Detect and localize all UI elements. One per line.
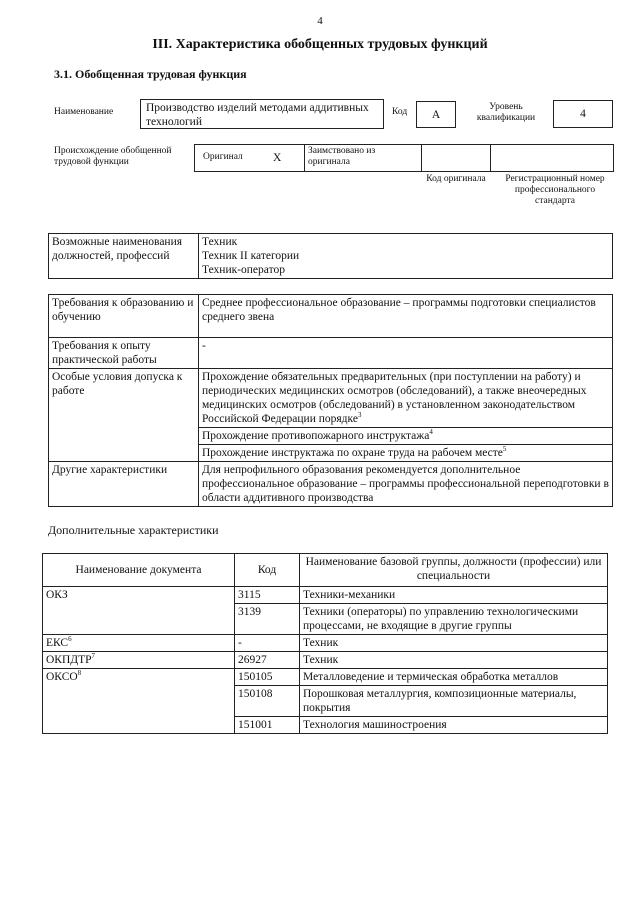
special-condition-safety-text: Прохождение инструктажа по охране труда на рабочем месте (202, 447, 503, 459)
okso-name: Технология машиностроения (300, 717, 608, 734)
special-condition-safety (199, 445, 613, 462)
footnote-ref: 6 (68, 635, 72, 644)
special-condition-medical-text: Прохождение обязательных предварительных (при поступлении на работу) и периодических медицинских осмотров (обследований), а также внеочередных медицинских осмотров (обследований) в установленном законодательством Российской Федерации порядке (202, 371, 587, 425)
okso-name: Порошковая металлургия, композиционные материалы, покрытия (300, 686, 608, 717)
education-label: Требования к образованию и обучению (49, 295, 199, 338)
experience-label: Требования к опыту практической работы (49, 338, 199, 369)
okso-label (43, 669, 235, 734)
code-box (416, 101, 456, 128)
level-value: 4 (580, 108, 586, 120)
okpdtr-code: 26927 (235, 652, 300, 669)
origin-divider-3 (490, 144, 491, 172)
additional-title: Дополнительные характеристики (48, 523, 219, 537)
other-label: Другие характеристики (49, 462, 199, 507)
footnote-ref: 7 (91, 652, 96, 661)
page-number: 4 (317, 15, 323, 27)
original-label: Оригинал (203, 152, 243, 162)
original-mark: Х (273, 152, 282, 164)
okpdtr-label (43, 652, 235, 669)
okso-text: ОКСО (46, 671, 78, 683)
origin-divider-1 (304, 144, 305, 172)
col-code-header: Код (235, 554, 300, 587)
code-value: А (431, 109, 441, 121)
okz-code: 3115 (235, 587, 300, 604)
footnote-ref: 5 (502, 445, 507, 454)
footnote-ref: 3 (357, 411, 362, 420)
okz-code: 3139 (235, 604, 300, 635)
name-label: Наименование (54, 107, 114, 117)
eks-code: - (235, 635, 300, 652)
level-box (553, 100, 613, 128)
other-value: Для непрофильного образования рекомендуется дополнительное профессиональное образование – программы профессиональной переподготовки в области аддитивного производства (199, 462, 613, 507)
okso-code: 150108 (235, 686, 300, 717)
code-label: Код (392, 107, 408, 117)
position-item: Техник II категории (202, 250, 300, 262)
footnote-ref: 4 (429, 428, 433, 437)
function-name: Производство изделий методами аддитивных технологий (146, 102, 369, 128)
section-title: III. Характеристика обобщенных трудовых функций (152, 37, 488, 52)
experience-value: - (199, 338, 613, 369)
okpdtr-text: ОКПДТР (46, 654, 92, 666)
additional-table (42, 553, 608, 734)
okz-name: Техники-механики (300, 587, 608, 604)
okz-name: Техники (операторы) по управлению технологическими процессами, не входящие в другие группы (300, 604, 608, 635)
position-item: Техник-оператор (202, 264, 285, 276)
special-condition-fire (199, 428, 613, 445)
special-condition-medical (199, 369, 613, 428)
col-doc-header: Наименование документа (43, 554, 235, 587)
footnote-ref: 8 (77, 669, 82, 678)
borrowed-label: Заимствовано из оригинала (308, 146, 376, 167)
okso-code: 151001 (235, 717, 300, 734)
eks-name: Техник (300, 635, 608, 652)
origin-divider-2 (421, 144, 422, 172)
education-value: Среднее профессиональное образование – программы подготовки специалистов среднего звена (199, 295, 613, 338)
position-item: Техник (202, 236, 238, 248)
code-original-label: Код оригинала (426, 174, 486, 184)
okso-name: Металловедение и термическая обработка металлов (300, 669, 608, 686)
eks-text: ЕКС (46, 637, 69, 649)
requirements-table (48, 294, 613, 507)
level-label: Уровень квалификации (476, 102, 536, 123)
reg-number-label: Регистрационный номер профессионального стандарта (505, 174, 605, 206)
function-name-box (140, 99, 384, 129)
eks-label (43, 635, 235, 652)
origin-label: Происхождение обобщенной трудовой функции (54, 146, 172, 167)
positions-values (199, 234, 613, 279)
special-conditions-label: Особые условия допуска к работе (49, 369, 199, 462)
col-name-header: Наименование базовой группы, должности (профессии) или специальности (300, 554, 608, 587)
special-condition-fire-text: Прохождение противопожарного инструктажа (202, 430, 430, 442)
okso-code: 150105 (235, 669, 300, 686)
okz-label: ОКЗ (43, 587, 235, 635)
positions-label: Возможные наименования должностей, профессий (49, 234, 199, 279)
okpdtr-name: Техник (300, 652, 608, 669)
subsection-title: 3.1. Обобщенная трудовая функция (54, 67, 247, 81)
positions-table (48, 233, 613, 279)
